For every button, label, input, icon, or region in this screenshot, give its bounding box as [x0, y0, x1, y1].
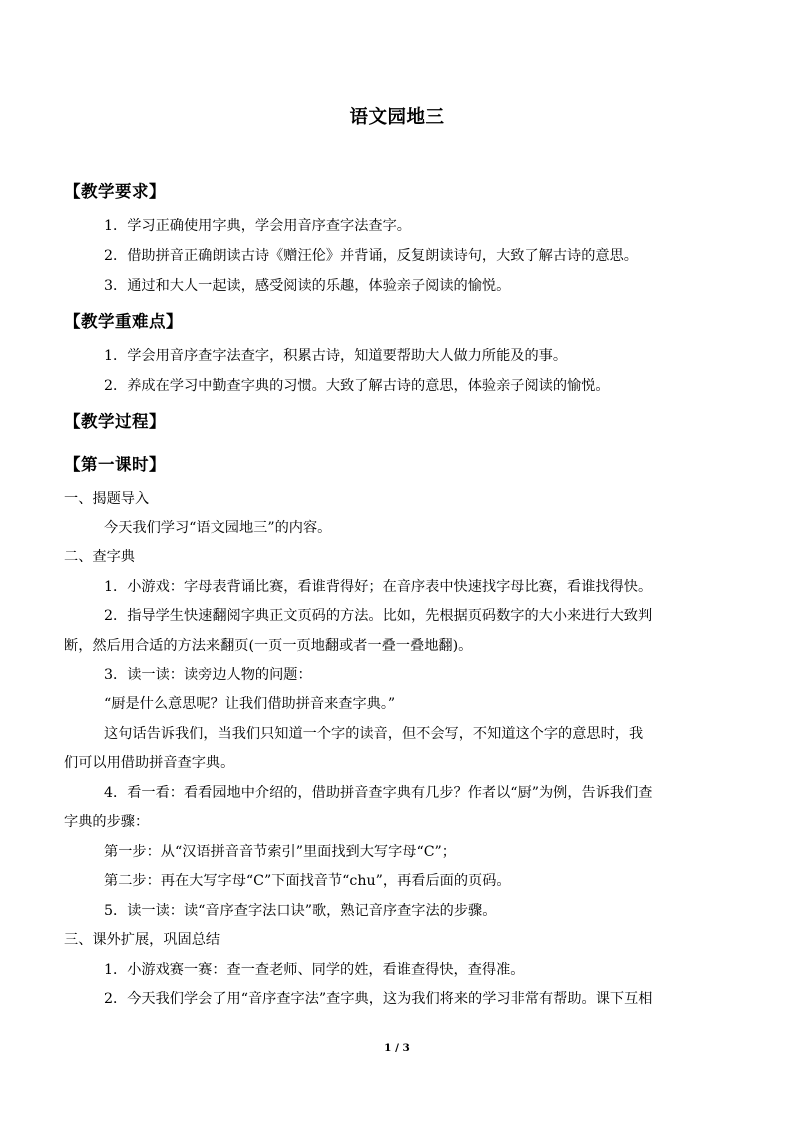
- body-quote: “厨是什么意思呢？让我们借助拼音来查字典。”: [104, 696, 396, 712]
- body-paragraph-cont: 字典的步骤：: [64, 814, 150, 830]
- section-heading-process: 【教学过程】: [64, 412, 166, 431]
- requirement-item: 1．学习正确使用字典，学会用音序查字法查字。: [104, 218, 411, 234]
- body-paragraph: 3．读一读：读旁边人物的问题：: [104, 667, 312, 683]
- body-paragraph-cont: 断，然后用合适的方法来翻页(一页一页地翻或者一叠一叠地翻)。: [64, 638, 473, 654]
- body-heading: 三、课外扩展，巩固总结: [64, 932, 221, 948]
- body-paragraph: 1．小游戏：字母表背诵比赛，看谁背得好；在音序表中快速找字母比赛，看谁找得快。: [104, 579, 653, 595]
- body-paragraph: 4．看一看：看看园地中介绍的，借助拼音查字典有几步？作者以“厨”为例，告诉我们查: [104, 785, 653, 801]
- body-paragraph: 这句话告诉我们，当我们只知道一个字的读音，但不会写，不知道这个字的意思时，我: [104, 726, 644, 742]
- requirement-item: 3．通过和大人一起读，感受阅读的乐趣，体验亲子阅读的愉悦。: [104, 278, 511, 294]
- body-paragraph: 第一步：从“汉语拼音音节索引”里面找到大写字母“C”；: [104, 844, 456, 860]
- body-paragraph: 2．指导学生快速翻阅字典正文页码的方法。比如，先根据页码数字的大小来进行大致判: [104, 608, 653, 624]
- body-paragraph-cont: 们可以用借助拼音查字典。: [64, 755, 235, 771]
- page-number: 1 / 3: [384, 1042, 410, 1054]
- body-paragraph: 1．小游戏赛一赛：查一查老师、同学的姓，看谁查得快，查得准。: [104, 962, 525, 978]
- section-heading-key-points: 【教学重难点】: [64, 312, 183, 331]
- body-paragraph: 第二步：再在大写字母“C”下面找音节“chu”，再看后面的页码。: [104, 873, 511, 889]
- section-heading-requirements: 【教学要求】: [64, 182, 166, 201]
- key-point-item: 2．养成在学习中勤查字典的习惯。大致了解古诗的意思，体验亲子阅读的愉悦。: [104, 378, 610, 394]
- body-paragraph: 5．读一读：读“音序查字法口诀”歌，熟记音序查字法的步骤。: [104, 903, 497, 919]
- body-paragraph: 今天我们学习“语文园地三”的内容。: [104, 520, 332, 536]
- body-heading: 一、揭题导入: [64, 491, 150, 507]
- body-heading: 二、查字典: [64, 549, 135, 565]
- section-heading-lesson1: 【第一课时】: [64, 455, 166, 474]
- page-title: 语文园地三: [349, 107, 445, 128]
- key-point-item: 1．学会用音序查字法查字，积累古诗，知道要帮助大人做力所能及的事。: [104, 348, 568, 364]
- requirement-item: 2．借助拼音正确朗读古诗《赠汪伦》并背诵，反复朗读诗句，大致了解古诗的意思。: [104, 248, 638, 264]
- body-paragraph: 2．今天我们学会了用“音序查字法”查字典，这为我们将来的学习非常有帮助。课下互相: [104, 991, 653, 1007]
